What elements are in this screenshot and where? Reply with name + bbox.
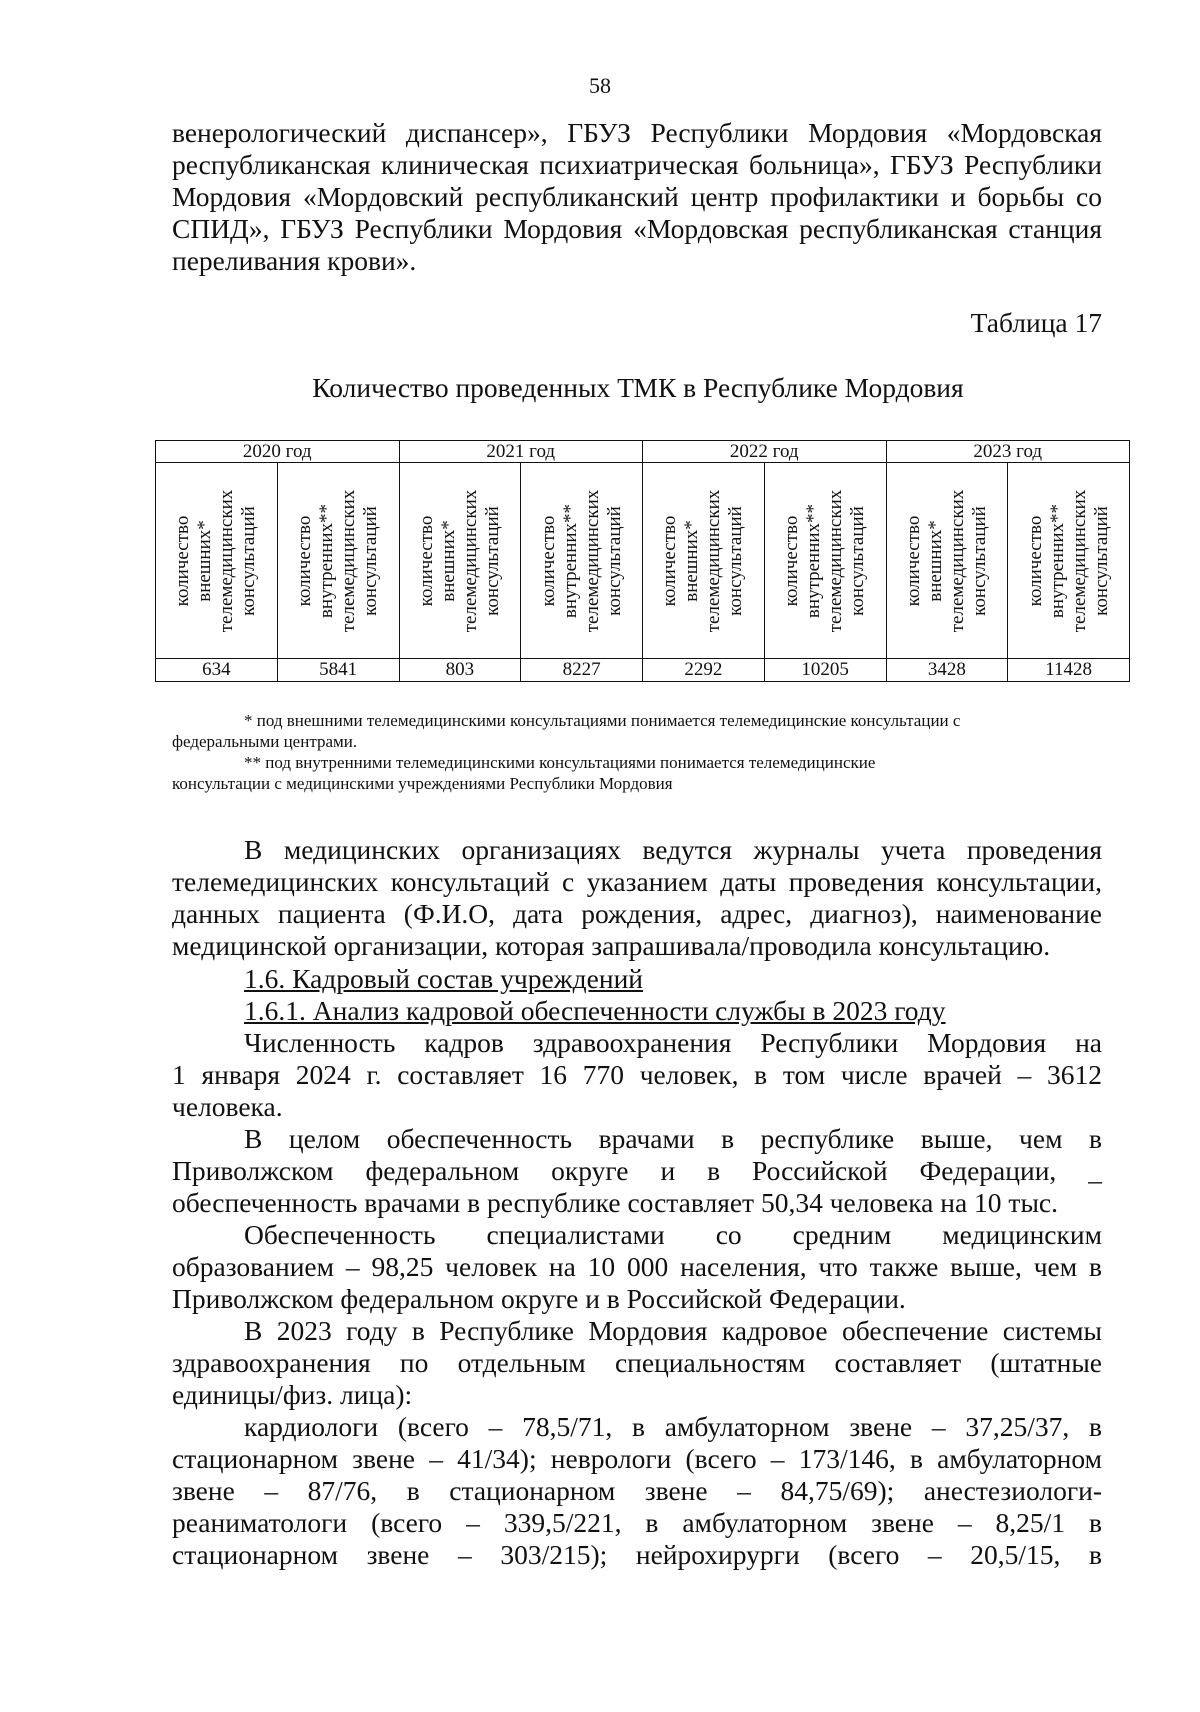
specialists-paragraph: [172, 1411, 1102, 1571]
text-line: единицы/физ. лица):: [172, 1379, 413, 1410]
column-header: [1008, 463, 1130, 659]
table-year-row: [156, 441, 1130, 463]
text-line: кардиологи (всего – 78,5/71, в амбулаторном звене – 37,25/37, в: [244, 1411, 1102, 1442]
text-line: республиканская клиническая психиатрическая больница», ГБУЗ Республики: [172, 149, 1102, 180]
year-header: 2021 год: [399, 441, 643, 463]
subsection-heading: 1.6.1. Анализ кадровой обеспеченности службы в 2023 году: [244, 995, 946, 1026]
text-line: звене – 87/76, в стационарном звене – 84,75/69); анестезиологи-: [172, 1475, 1102, 1506]
column-header: [156, 463, 278, 659]
nurses-paragraph: [172, 1219, 1102, 1315]
column-header-text: количество внутренних** телемедицинских консультаций: [294, 489, 382, 632]
table-cell: 8227: [521, 659, 643, 682]
footnote-line: * под внешними телемедицинскими консультациями понимается телемедицинские консультации с: [244, 711, 961, 730]
table-cell: 11428: [1008, 659, 1130, 682]
table-cell: 10205: [764, 659, 886, 682]
staff-paragraph: [172, 1027, 1102, 1123]
table-cell: 3428: [886, 659, 1008, 682]
text-line: Приволжском федеральном округе и в Российской Федерации.: [172, 1283, 906, 1314]
page-number: 58: [589, 73, 611, 98]
text-line: 1 января 2024 г. составляет 16 770 человек, в том числе врачей – 3612: [172, 1059, 1102, 1090]
text-line: образованием – 98,25 человек на 10 000 населения, что также выше, чем в: [172, 1251, 1102, 1282]
table-cell: 5841: [277, 659, 399, 682]
text-line: медицинской организации, которая запрашивала/проводила консультацию.: [172, 930, 1051, 961]
text-line: здравоохранения по отдельным специальностям составляет (штатные: [172, 1347, 1102, 1378]
text-line: венерологический диспансер», ГБУЗ Республики Мордовия «Мордовская: [172, 117, 1102, 148]
text-line: стационарном звене – 303/215); нейрохирурги (всего – 20,5/15, в: [172, 1539, 1102, 1570]
column-header: [764, 463, 886, 659]
table-footnotes: [172, 710, 1102, 794]
column-header-text: количество внешних* телемедицинских консультаций: [415, 489, 503, 632]
doctors-paragraph: [172, 1123, 1102, 1219]
text-line: реаниматологи (всего – 339,5/221, в амбулаторном звене – 8,25/1 в: [172, 1507, 1102, 1538]
journals-paragraph: [172, 834, 1102, 962]
year-header: 2023 год: [886, 441, 1130, 463]
text-line: Численность кадров здравоохранения Республики Мордовия на: [244, 1027, 1102, 1058]
table-cell: 803: [399, 659, 521, 682]
table-title: Количество проведенных ТМК в Республике Мордовия: [312, 372, 964, 403]
year-header: 2022 год: [643, 441, 887, 463]
column-header-text: количество внешних* телемедицинских консультаций: [172, 489, 260, 632]
column-header: [399, 463, 521, 659]
column-header: [521, 463, 643, 659]
table-label: Таблица 17: [970, 307, 1102, 338]
staffing-2023-paragraph: [172, 1315, 1102, 1411]
table-column-header-row: [156, 463, 1130, 659]
column-header-text: количество внешних* телемедицинских консультаций: [659, 489, 747, 632]
column-header: [277, 463, 399, 659]
column-header-text: количество внутренних** телемедицинских консультаций: [537, 489, 625, 632]
column-header-text: количество внутренних** телемедицинских консультаций: [1024, 489, 1112, 632]
text-line: Приволжском федеральном округе и в Российской Федерации, _: [172, 1155, 1102, 1186]
footnote-line: федеральными центрами.: [172, 732, 358, 751]
text-line: данных пациента (Ф.И.О, дата рождения, адрес, диагноз), наименование: [172, 898, 1102, 929]
tmk-table: [155, 440, 1130, 682]
footnote-line: консультации с медицинскими учреждениями Республики Мордовия: [172, 774, 673, 793]
text-line: СПИД», ГБУЗ Республики Мордовия «Мордовская республиканская станция: [172, 213, 1102, 244]
text-line: телемедицинских консультаций с указанием даты проведения консультации,: [172, 866, 1102, 897]
column-header-text: количество внешних* телемедицинских консультаций: [902, 489, 990, 632]
text-line: переливания крови».: [172, 245, 417, 276]
table-cell: 2292: [643, 659, 765, 682]
text-line: В 2023 году в Республике Мордовия кадровое обеспечение системы: [244, 1315, 1102, 1346]
table-row: [156, 659, 1130, 682]
section-heading: 1.6. Кадровый состав учреждений: [244, 963, 644, 994]
text-line: Обеспеченность специалистами со средним медицинским: [244, 1219, 1102, 1250]
text-line: обеспеченность врачами в республике составляет 50,34 человека на 10 тыс.: [172, 1187, 1059, 1218]
text-line: Мордовия «Мордовский республиканский центр профилактики и борьбы со: [172, 181, 1102, 212]
column-header: [643, 463, 765, 659]
intro-paragraph: [172, 117, 1102, 277]
text-line: человека.: [172, 1091, 283, 1122]
column-header-text: количество внутренних** телемедицинских консультаций: [781, 489, 869, 632]
column-header: [886, 463, 1008, 659]
footnote-line: ** под внутренними телемедицинскими консультациями понимается телемедицинские: [244, 753, 876, 772]
year-header: 2020 год: [156, 441, 400, 463]
text-line: стационарном звене – 41/34); неврологи (всего – 173/146, в амбулаторном: [172, 1443, 1102, 1474]
text-line: В медицинских организациях ведутся журналы учета проведения: [244, 834, 1102, 865]
text-line: В целом обеспеченность врачами в республике выше, чем в: [244, 1123, 1102, 1154]
table-cell: 634: [156, 659, 278, 682]
